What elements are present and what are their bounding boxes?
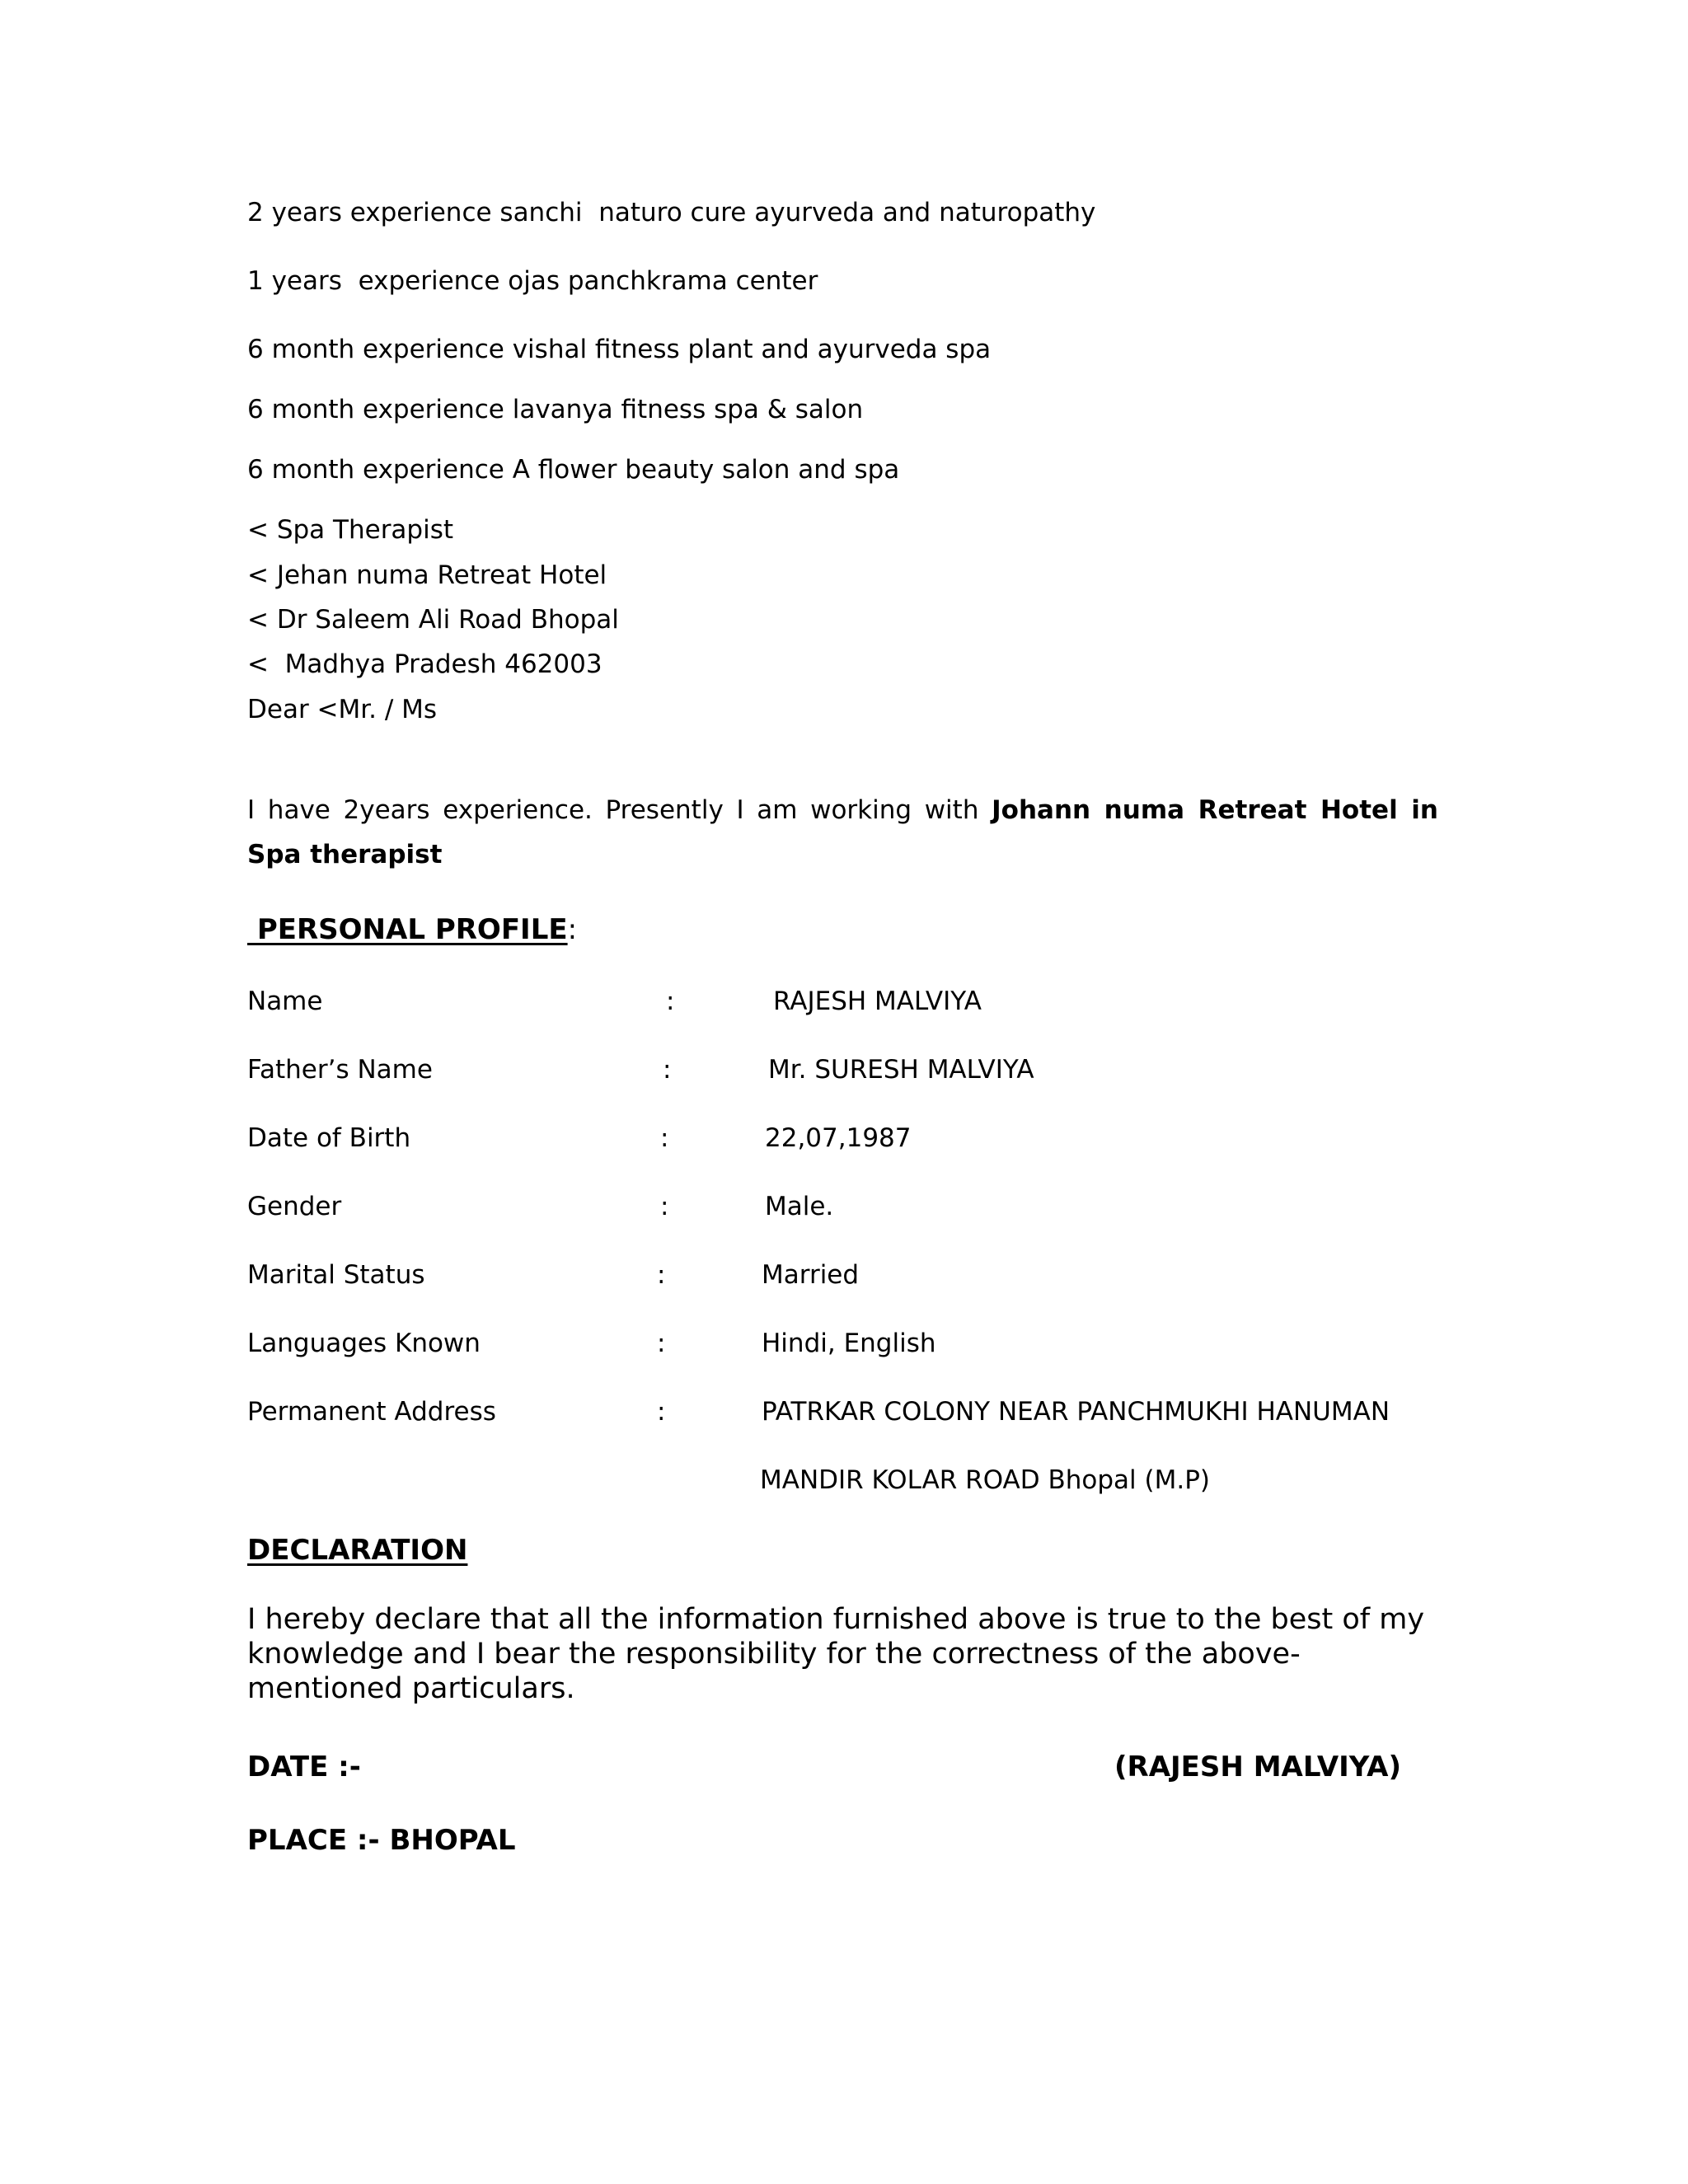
profile-value-gender: Male. xyxy=(765,1192,834,1221)
profile-label-dob: Date of Birth xyxy=(247,1123,411,1153)
experience-item: 2 years experience sanchi naturo cure ayurveda and naturopathy xyxy=(247,198,1096,227)
address-line: < Madhya Pradesh 462003 xyxy=(247,649,603,679)
profile-value-languages: Hindi, English xyxy=(762,1329,936,1358)
profile-separator: : xyxy=(657,1329,666,1358)
experience-item: 1 years experience ojas panchkrama center xyxy=(247,266,818,296)
profile-value-fathers-name: Mr. SURESH MALVIYA xyxy=(768,1055,1034,1085)
profile-label-name: Name xyxy=(247,987,323,1016)
profile-separator: : xyxy=(660,1123,669,1153)
profile-label-marital-status: Marital Status xyxy=(247,1260,425,1290)
profile-label-fathers-name: Father’s Name xyxy=(247,1055,433,1085)
profile-value-address-line2: MANDIR KOLAR ROAD Bhopal (M.P) xyxy=(760,1465,1210,1495)
profile-label-gender: Gender xyxy=(247,1192,342,1221)
profile-separator: : xyxy=(666,987,675,1016)
profile-label-languages: Languages Known xyxy=(247,1329,481,1358)
profile-value-dob: 22,07,1987 xyxy=(765,1123,912,1153)
cover-employer: Johann numa Retreat Hotel in Spa therapist xyxy=(247,795,1438,869)
cover-paragraph xyxy=(247,788,1438,877)
profile-label-permanent-address: Permanent Address xyxy=(247,1397,496,1427)
declaration-heading: DECLARATION xyxy=(247,1534,468,1567)
personal-profile-heading: PERSONAL PROFILE: xyxy=(247,913,578,946)
address-line: < Spa Therapist xyxy=(247,515,454,545)
profile-separator: : xyxy=(660,1192,669,1221)
profile-separator: : xyxy=(657,1397,666,1427)
profile-value-marital-status: Married xyxy=(762,1260,860,1290)
declaration-text: I hereby declare that all the information furnished above is true to the best of my knowledge and I bear the responsibility for the correctness of the above-mentioned particulars. xyxy=(247,1603,1425,1705)
address-line: < Dr Saleem Ali Road Bhopal xyxy=(247,605,619,635)
profile-value-permanent-address: PATRKAR COLONY NEAR PANCHMUKHI HANUMAN xyxy=(762,1397,1390,1427)
date-label: DATE :- xyxy=(247,1750,361,1783)
address-line: < Jehan numa Retreat Hotel xyxy=(247,560,607,590)
signature-name: (RAJESH MALVIYA) xyxy=(1114,1750,1402,1783)
experience-item: 6 month experience A flower beauty salon and spa xyxy=(247,455,900,485)
place-label: PLACE :- BHOPAL xyxy=(247,1824,516,1857)
salutation: Dear <Mr. / Ms xyxy=(247,695,438,724)
experience-item: 6 month experience lavanya fitness spa & salon xyxy=(247,395,864,424)
experience-item: 6 month experience vishal fitness plant and ayurveda spa xyxy=(247,335,992,364)
cover-intro: I have 2years experience. Presently I am working with xyxy=(247,795,992,825)
profile-separator: : xyxy=(663,1055,672,1085)
profile-separator: : xyxy=(657,1260,666,1290)
profile-value-name: RAJESH MALVIYA xyxy=(773,987,982,1016)
